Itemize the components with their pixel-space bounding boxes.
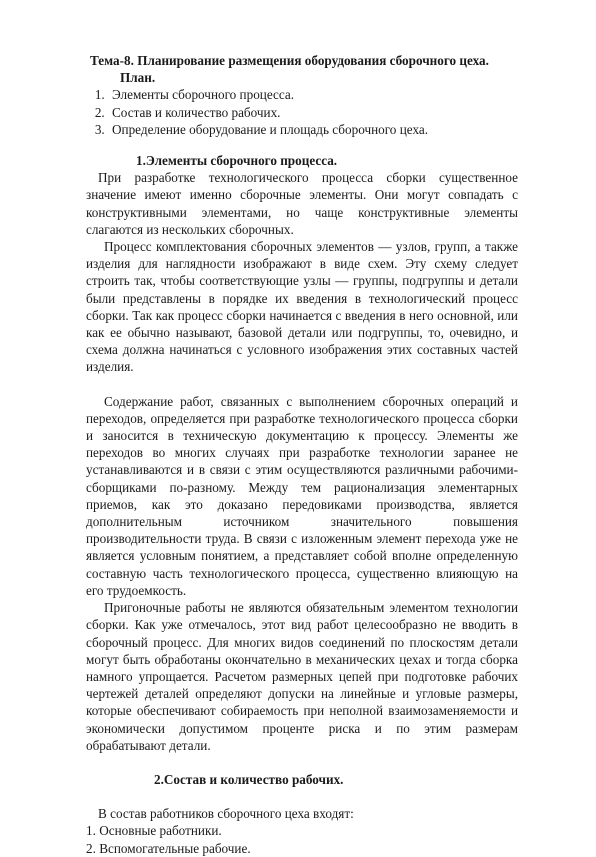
list-item: 1. Основные работники. — [86, 823, 222, 839]
plan-list — [86, 86, 518, 138]
document-title: Тема-8. Планирование размещения оборудования сборочного цеха. — [90, 53, 489, 68]
paragraph: Пригоночные работы не являются обязательным элементом технологии сборки. Как уже отмечалось, этот вид работ целесообразно не вводить в сборочный процесс. Для многих видов соединений по плоскостям детали могут быть обработаны окончательно в механических цехах и тогда сборка намного упрощается. Расчетом размерных цепей при подготовке рабочих чертежей деталей определяют допуски на линейные и угловые размеры, которые обеспечивают собираемость при неполной взаимозаменяемости и экономически допустимом проценте риска и по этим размерам обрабатывают детали. — [86, 600, 518, 753]
list-item: 2. Вспомогательные рабочие. — [86, 840, 251, 856]
section-heading: 1.Элементы сборочного процесса. — [136, 153, 338, 169]
paragraph: В состав работников сборочного цеха входят: — [98, 806, 354, 822]
plan-item: 3. Определение оборудование и площадь сборочного цеха. — [108, 121, 518, 138]
plan-item: 1. Элементы сборочного процесса. — [108, 86, 518, 103]
paragraph: Процесс комплектования сборочных элементов — узлов, групп, а также изделия для наглядности изображают в виде схем. Эту схему следует строить так, чтобы соответствующие узлы — группы, подгруппы и детали были представлены в порядке их введения в технологический процесс сборки. Так как процесс сборки начинается с введения в него основной, или как ее обычно называют, базовой детали или подгруппы, то, очевидно, и схема должна начинаться с условного изображения этих составных частей изделия. — [86, 239, 518, 375]
paragraph: Содержание работ, связанных с выполнением сборочных операций и переходов, определяется при разработке технологического процесса сборки и заносится в техническую документацию к процессу. Элементы же переходов во многих случаях при разработке технологии заранее не устанавливаются и в связи с этим осуществляются различными рабочими-сборщиками по-разному. Между тем рационализация элементарных приемов, как это доказано передовиками производства, является дополнительным источником значительного повышения производительности труда. В связи с изложенным элемент перехода уже не является условным понятием, а представляет собой вполне определенную составную часть технологического процесса, существенно влияющую на его трудоемкость. — [86, 393, 518, 598]
paragraph: При разработке технологического процесса сборки существенное значение имеют именно сборочные элементы. Они могут совпадать с конструктивными элементами, но чаще конструктивные элементы слагаются из нескольких сборочных. — [86, 170, 518, 237]
plan-label: План. — [120, 70, 156, 86]
plan-item: 2. Состав и количество рабочих. — [108, 104, 518, 121]
section-heading: 2.Состав и количество рабочих. — [154, 771, 344, 787]
